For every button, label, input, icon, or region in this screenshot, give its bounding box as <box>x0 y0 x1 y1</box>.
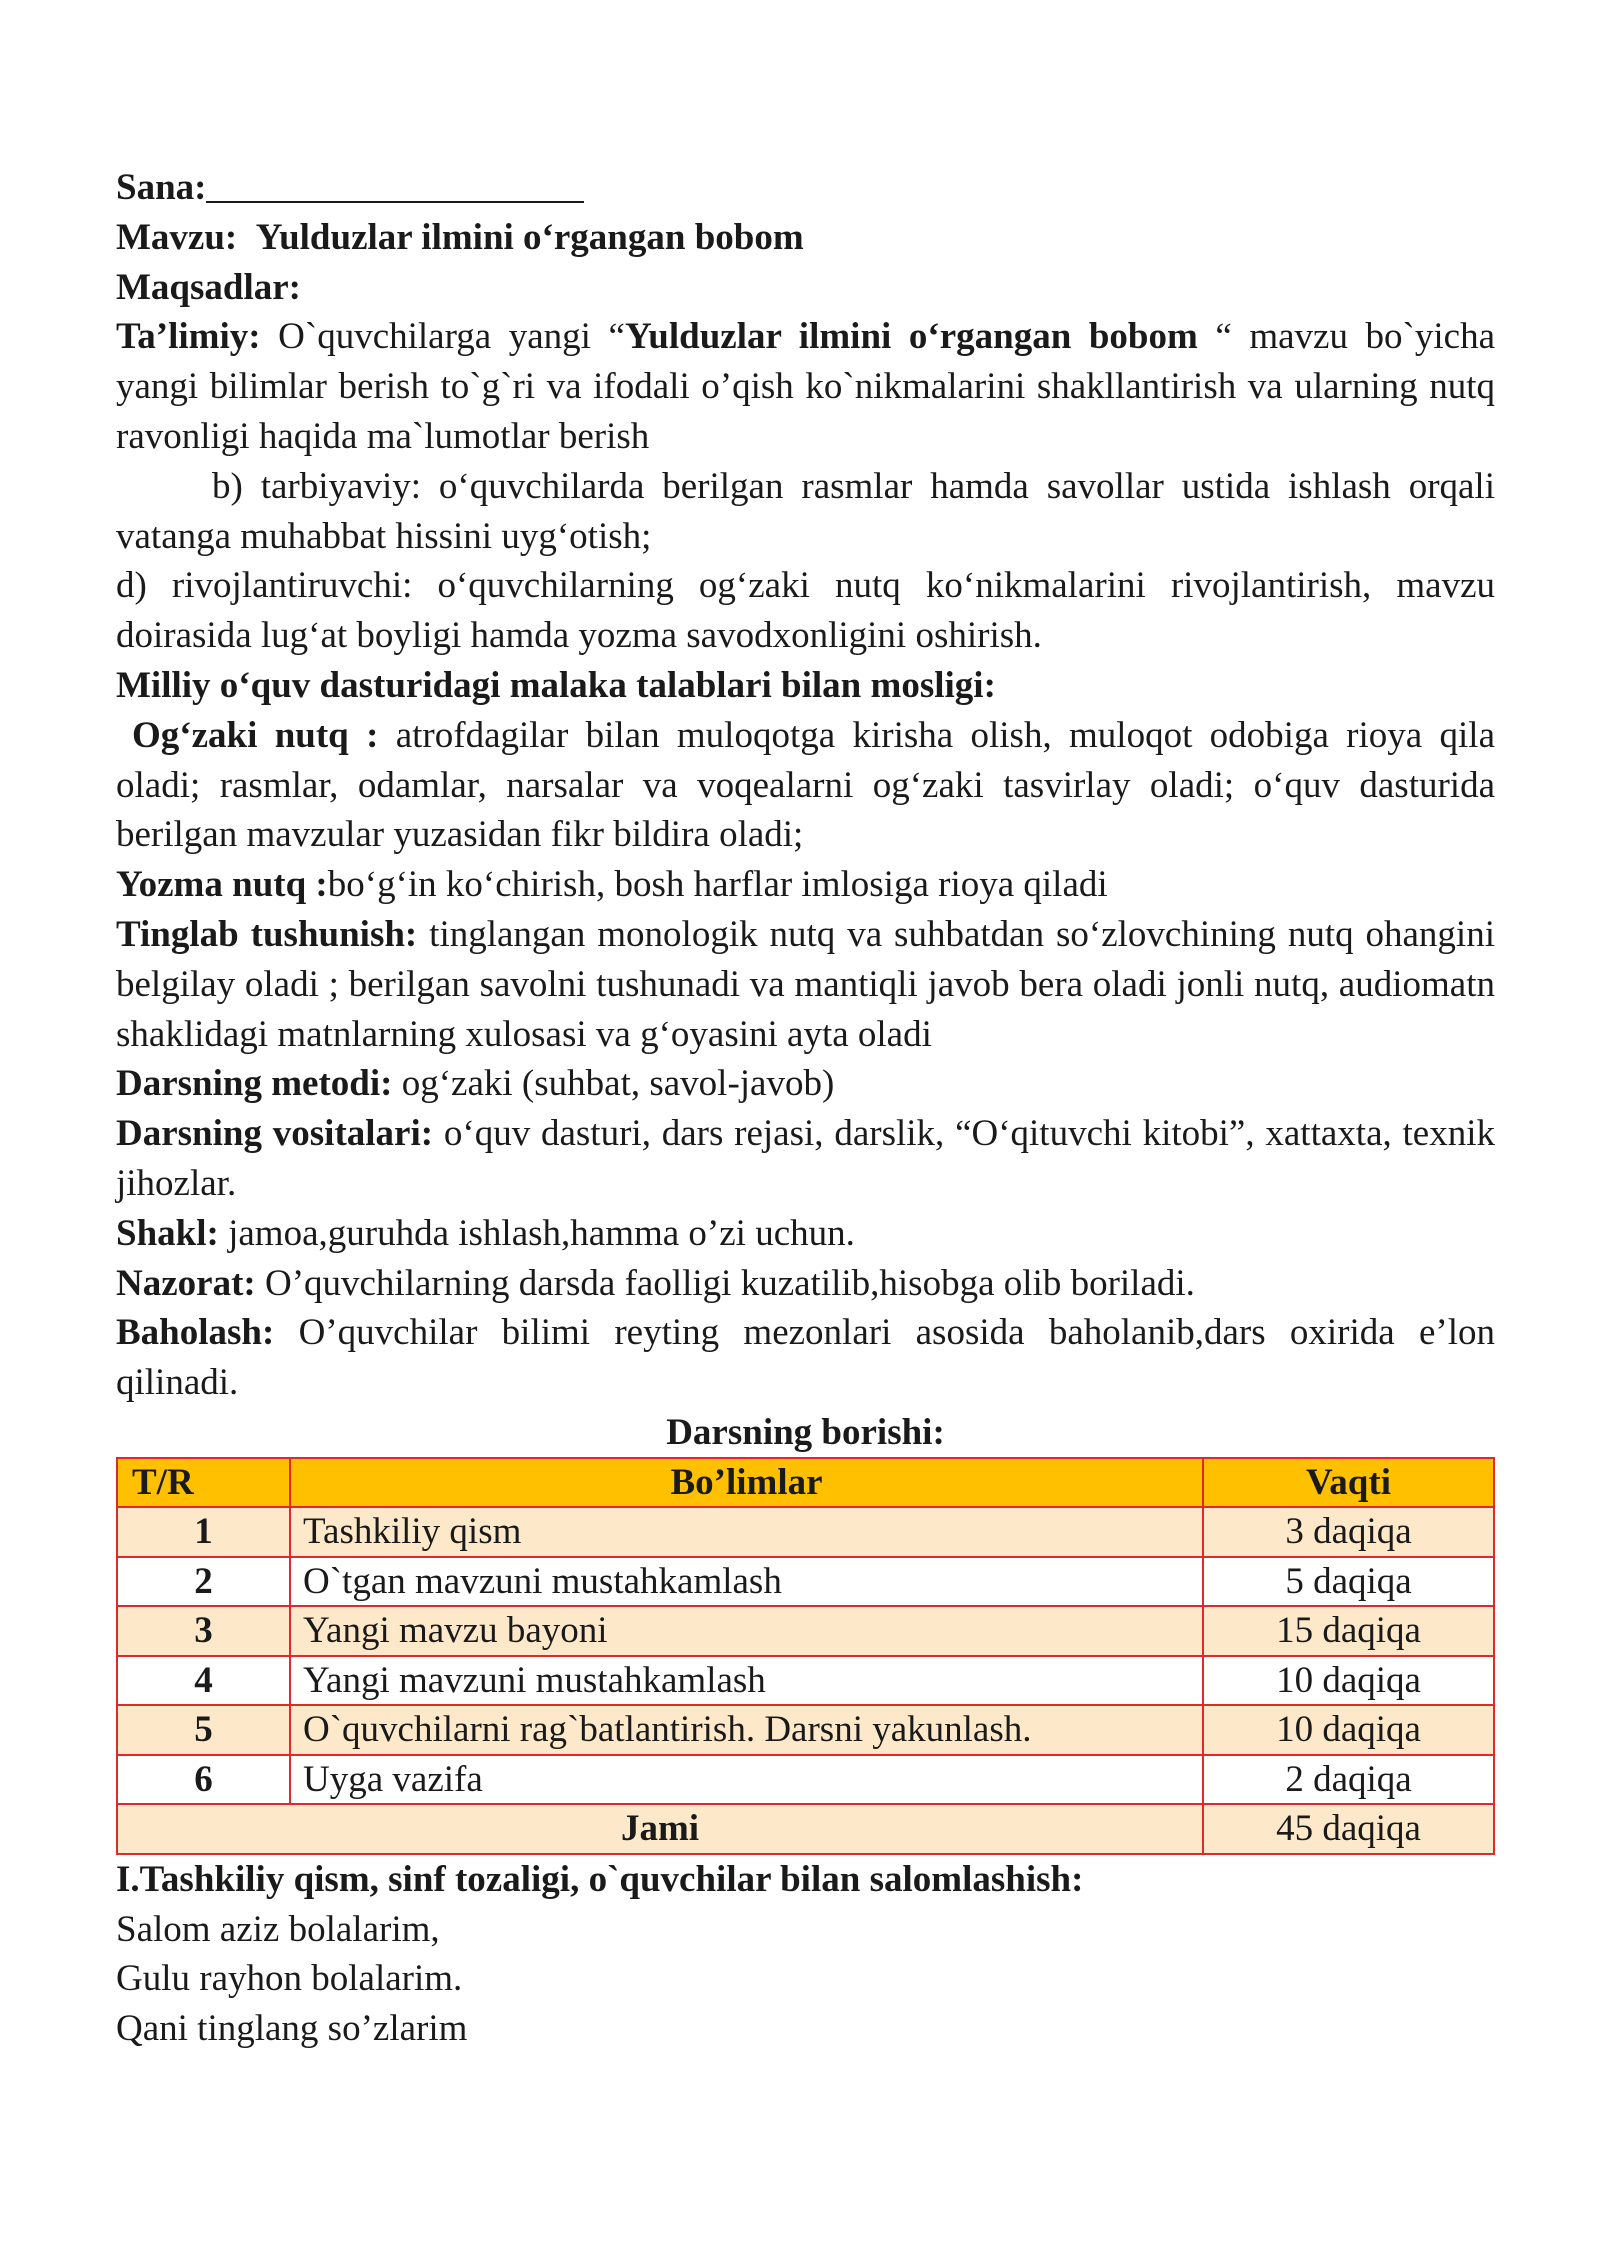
row-number: 3 <box>117 1606 290 1656</box>
table-header-row <box>117 1458 1494 1508</box>
header-cell-number: T/R <box>117 1458 290 1508</box>
written-speech-standard: Yozma nutq :bo‘g‘in ko‘chirish, bosh harflar imlosiga rioya qiladi <box>116 864 1108 906</box>
table-row <box>117 1656 1494 1706</box>
row-section: Yangi mavzu bayoni <box>290 1606 1203 1656</box>
table-row <box>117 1606 1494 1656</box>
section1-heading: I.Tashkiliy qism, sinf tozaligi, o`quvchilar bilan salomlashish: <box>116 1858 1084 1900</box>
educational-goal-label: Ta’limiy: <box>116 316 261 358</box>
table-total-row <box>117 1804 1494 1854</box>
row-number: 4 <box>117 1656 290 1706</box>
lesson-plan-table <box>116 1457 1495 1855</box>
row-number: 5 <box>117 1705 290 1755</box>
row-section: O`quvchilarni rag`batlantirish. Darsni yakunlash. <box>290 1705 1203 1755</box>
greeting-line: Salom aziz bolalarim, <box>116 1908 440 1950</box>
lesson-method: Darsning metodi: og‘zaki (suhbat, savol-javob) <box>116 1063 835 1105</box>
lesson-assessment: Baholash: O’quvchilar bilimi reyting mezonlari asosida baholanib,dars oxirida e’lon qilinadi. <box>116 1312 1495 1404</box>
row-number: 6 <box>117 1755 290 1805</box>
table-row <box>117 1755 1494 1805</box>
greeting-line: Gulu rayhon bolalarim. <box>116 1958 463 2000</box>
row-number: 1 <box>117 1507 290 1557</box>
topic-line <box>116 213 1495 263</box>
oral-speech-label: Og‘zaki nutq : <box>132 714 379 756</box>
row-section: Yangi mavzuni mustahkamlash <box>290 1656 1203 1706</box>
developmental-goal: d) rivojlantiruvchi: o‘quvchilarning og‘zaki nutq ko‘nikmalarini rivojlantirish, mavzu doirasida lug‘at boyligi hamda yozma savodxonligini oshirish. <box>116 565 1495 657</box>
row-time: 10 daqiqa <box>1203 1705 1494 1755</box>
date-blank <box>206 163 584 203</box>
lesson-control: Nazorat: O’quvchilarning darsda faolligi kuzatilib,hisobga olib boriladi. <box>116 1262 1195 1304</box>
header-cell-sections: Bo’limlar <box>290 1458 1203 1508</box>
row-section: Uyga vazifa <box>290 1755 1203 1805</box>
total-time: 45 daqiqa <box>1203 1804 1494 1854</box>
educational-goal-topic: Yulduzlar ilmini o‘rgangan bobom <box>624 316 1198 358</box>
row-section: O`tgan mavzuni mustahkamlash <box>290 1557 1203 1607</box>
topic-value: Yulduzlar ilmini o‘rgangan bobom <box>255 216 804 258</box>
table-row <box>117 1705 1494 1755</box>
date-label: Sana: <box>116 167 207 208</box>
row-number: 2 <box>117 1557 290 1607</box>
educational-goal: Ta’limiy: O`quvchilarga yangi “Yulduzlar ilmini o‘rgangan bobom “ mavzu bo`yicha yangi bilimlar berish to`g`ri va ifodali o’qish ko`nikmalarini shakllantirish va ularning nutq ravonligi haqida ma`lumotlar berish <box>116 316 1495 457</box>
row-section: Tashkiliy qism <box>290 1507 1203 1557</box>
upbringing-goal: b) tarbiyaviy: o‘quvchilarda berilgan rasmlar hamda savollar ustida ishlash orqali vatanga muhabbat hissini uyg‘otish; <box>116 465 1495 557</box>
oral-speech-standard: Og‘zaki nutq : atrofdagilar bilan muloqotga kirisha olish, muloqot odobiga rioya qila oladi; rasmlar, odamlar, narsalar va voqealarni og‘zaki tasvirlay oladi; o‘quv dasturida berilgan mavzular yuzasidan fikr bildira oladi; <box>116 714 1496 856</box>
total-label: Jami <box>117 1804 1203 1854</box>
greeting-line: Qani tinglang so’zlarim <box>116 2008 468 2050</box>
row-time: 5 daqiqa <box>1203 1557 1494 1607</box>
lesson-plan-title: Darsning borishi: <box>666 1411 945 1453</box>
written-speech-label: Yozma nutq : <box>116 864 328 906</box>
row-time: 10 daqiqa <box>1203 1656 1494 1706</box>
topic-label: Mavzu: <box>116 216 238 258</box>
listening-label: Tinglab tushunish: <box>116 913 418 955</box>
date-line <box>116 163 1495 213</box>
lesson-form: Shakl: jamoa,guruhda ishlash,hamma o’zi uchun. <box>116 1212 855 1254</box>
table-row <box>117 1557 1494 1607</box>
standards-heading: Milliy o‘quv dasturidagi malaka talablari bilan mosligi: <box>116 664 996 706</box>
row-time: 15 daqiqa <box>1203 1606 1494 1656</box>
listening-standard: Tinglab tushunish: tinglangan monologik nutq va suhbatdan so‘zlovchining nutq ohangini belgilay oladi ; berilgan savolni tushunadi va mantiqli javob bera oladi jonli nutq, audiomatn shaklidagi matnlarning xulosasi va g‘oyasini ayta oladi <box>116 913 1495 1055</box>
lesson-tools: Darsning vositalari: o‘quv dasturi, dars rejasi, darslik, “O‘qituvchi kitobi”, xattaxta, texnik jihozlar. <box>116 1113 1496 1204</box>
row-time: 3 daqiqa <box>1203 1507 1494 1557</box>
table-row <box>117 1507 1494 1557</box>
header-cell-time: Vaqti <box>1203 1458 1494 1508</box>
goals-heading: Maqsadlar: <box>116 266 301 308</box>
row-time: 2 daqiqa <box>1203 1755 1494 1805</box>
